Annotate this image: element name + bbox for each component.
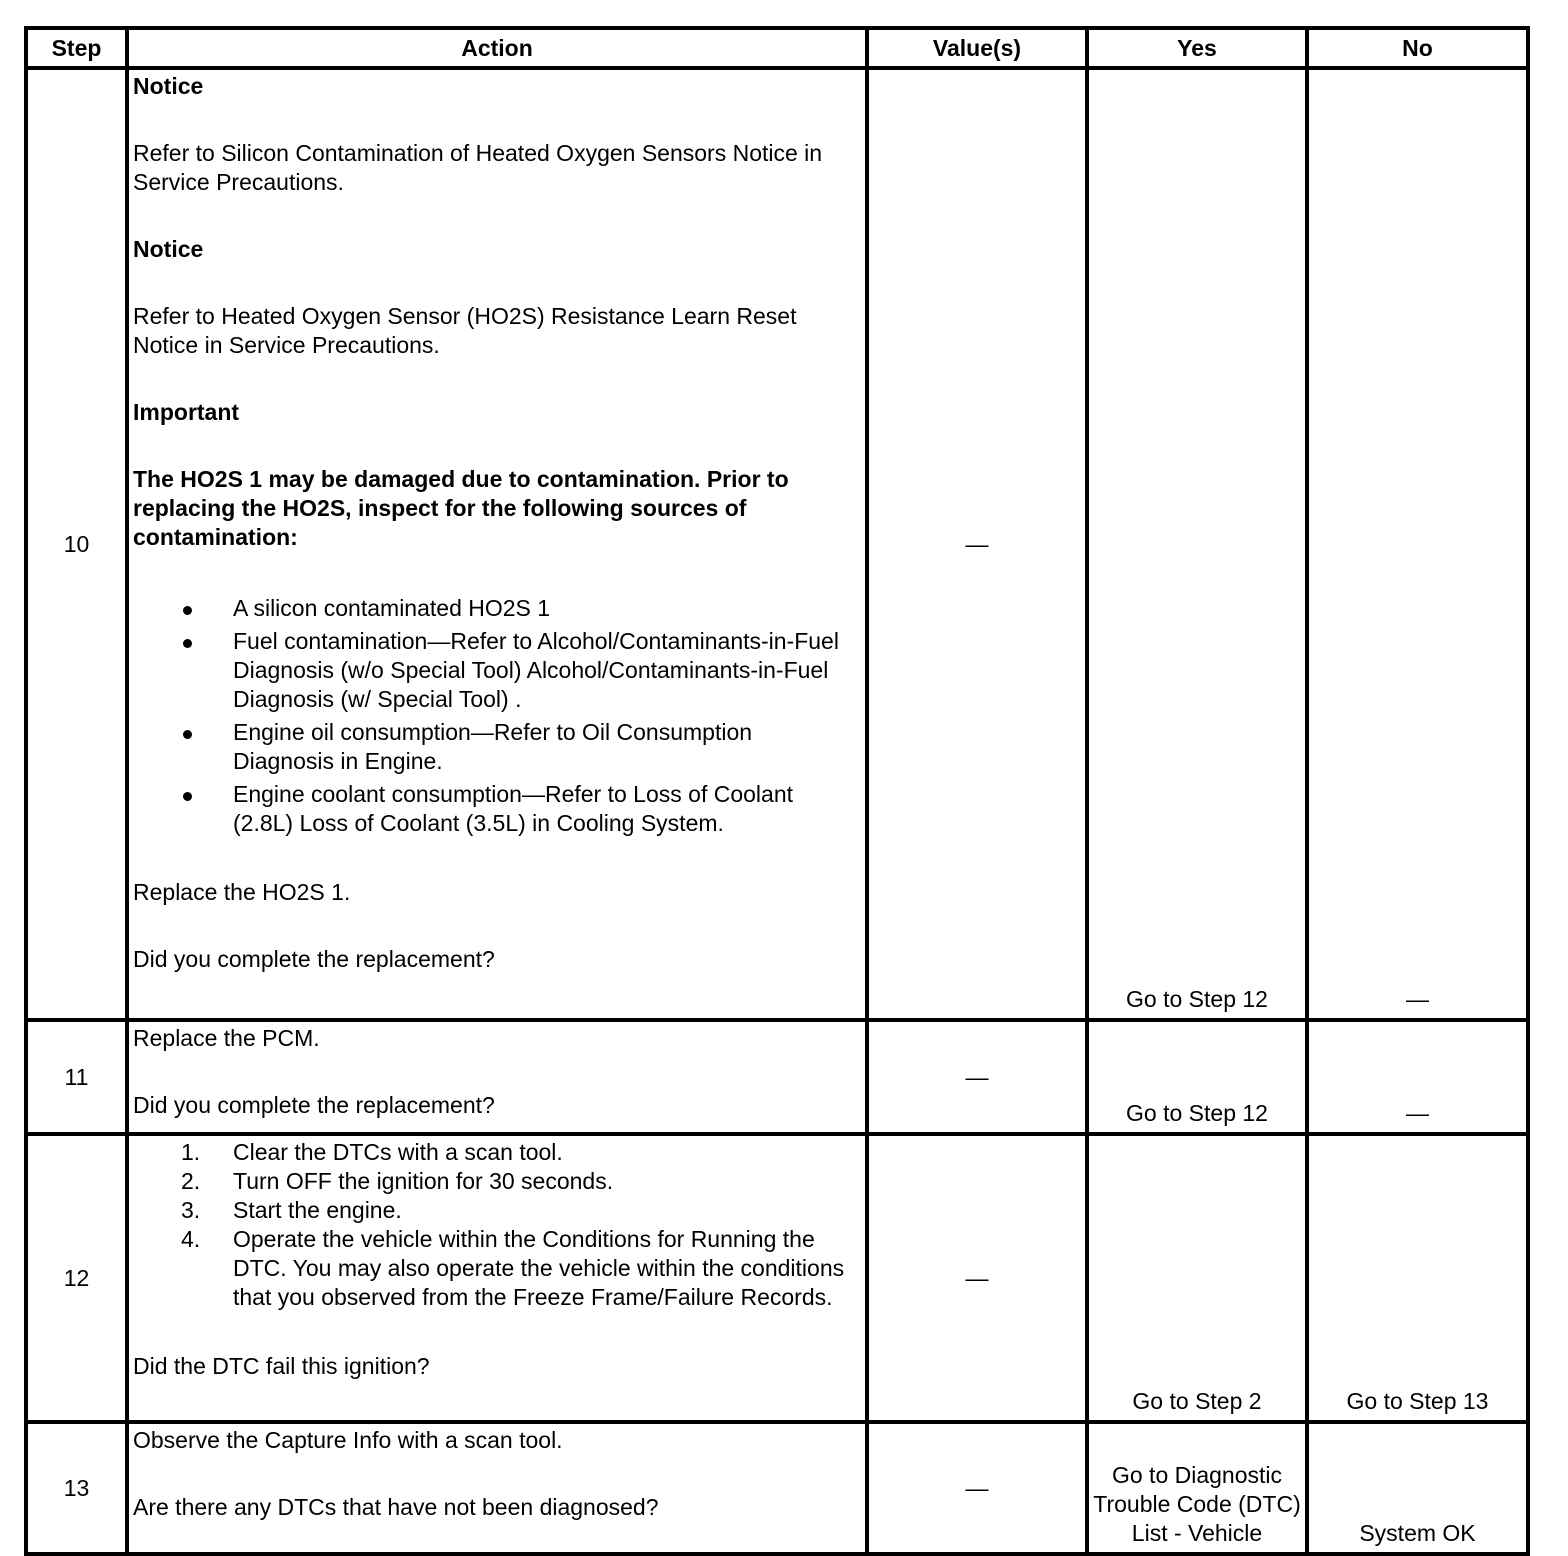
notice-title: Notice <box>133 236 204 262</box>
bullet-icon <box>183 639 192 648</box>
header-step: Step <box>26 28 127 68</box>
yes-cell: Go to Step 12 <box>1087 1020 1307 1134</box>
step-number: 12 <box>26 1134 127 1422</box>
step-number: 10 <box>26 68 127 1020</box>
table-row-step-13 <box>26 1422 1528 1554</box>
no-cell: System OK <box>1307 1422 1528 1554</box>
action-cell <box>127 1020 867 1134</box>
list-item: Engine oil consumption—Refer to Oil Consumption Diagnosis in Engine. <box>133 718 857 776</box>
table-row-step-10 <box>26 68 1528 1020</box>
table-row-step-12 <box>26 1134 1528 1422</box>
list-item: Engine coolant consumption—Refer to Loss of Coolant (2.8L) Loss of Coolant (3.5L) in Cooling System. <box>133 780 857 838</box>
yes-cell: Go to Step 12 <box>1087 68 1307 1020</box>
bullet-icon <box>183 606 192 615</box>
step-number: 11 <box>26 1020 127 1134</box>
action-cell <box>127 1134 867 1422</box>
table-header-row <box>26 28 1528 68</box>
procedure-list <box>133 1138 857 1312</box>
step-number: 13 <box>26 1422 127 1554</box>
yes-cell: Go to Diagnostic Trouble Code (DTC) List - Vehicle <box>1087 1422 1307 1554</box>
header-action: Action <box>127 28 867 68</box>
bullet-icon <box>183 730 192 739</box>
question-text: Did you complete the replacement? <box>133 1092 495 1118</box>
question-text: Did the DTC fail this ignition? <box>133 1353 430 1379</box>
instruction-text: Replace the HO2S 1. <box>133 879 351 905</box>
value-cell: — <box>867 1020 1087 1134</box>
question-text: Are there any DTCs that have not been diagnosed? <box>133 1494 659 1520</box>
notice-title: Notice <box>133 73 204 99</box>
value-cell: — <box>867 1134 1087 1422</box>
list-item: Fuel contamination—Refer to Alcohol/Contaminants-in-Fuel Diagnosis (w/o Special Tool) Alcohol/Contaminants-in-Fuel Diagnosis (w/ Special Tool) . <box>133 627 857 714</box>
list-item: 1. Clear the DTCs with a scan tool. <box>181 1139 563 1165</box>
list-item: 3. Start the engine. <box>181 1197 402 1223</box>
bullet-icon <box>183 792 192 801</box>
list-item: 2. Turn OFF the ignition for 30 seconds. <box>181 1168 614 1194</box>
important-title: Important <box>133 399 240 425</box>
header-values: Value(s) <box>867 28 1087 68</box>
diagnostic-steps-table <box>24 26 1530 1556</box>
list-item: 4. Operate the vehicle within the Conditions for Running the DTC. You may also operate the vehicle within the conditions that you observed from the Freeze Frame/Failure Records. <box>181 1226 845 1310</box>
value-cell: — <box>867 1422 1087 1554</box>
no-cell: — <box>1307 1020 1528 1134</box>
header-no: No <box>1307 28 1528 68</box>
no-cell: — <box>1307 68 1528 1020</box>
instruction-text: Replace the PCM. <box>133 1025 320 1051</box>
table-row-step-11 <box>26 1020 1528 1134</box>
list-item: A silicon contaminated HO2S 1 <box>133 594 857 623</box>
notice-text: Refer to Silicon Contamination of Heated Oxygen Sensors Notice in Service Precautions. <box>133 140 823 195</box>
instruction-text: Observe the Capture Info with a scan tool. <box>133 1427 563 1453</box>
diagnostic-table-page <box>24 26 1526 1556</box>
header-yes: Yes <box>1087 28 1307 68</box>
action-cell <box>127 1422 867 1554</box>
question-text: Did you complete the replacement? <box>133 946 495 972</box>
action-cell <box>127 68 867 1020</box>
value-cell: — <box>867 68 1087 1020</box>
no-cell: Go to Step 13 <box>1307 1134 1528 1422</box>
contamination-sources-list <box>133 594 857 838</box>
important-text: The HO2S 1 may be damaged due to contamination. Prior to replacing the HO2S, inspect for the following sources of contamination: <box>133 466 789 550</box>
yes-cell: Go to Step 2 <box>1087 1134 1307 1422</box>
notice-text: Refer to Heated Oxygen Sensor (HO2S) Resistance Learn Reset Notice in Service Precautions. <box>133 303 797 358</box>
